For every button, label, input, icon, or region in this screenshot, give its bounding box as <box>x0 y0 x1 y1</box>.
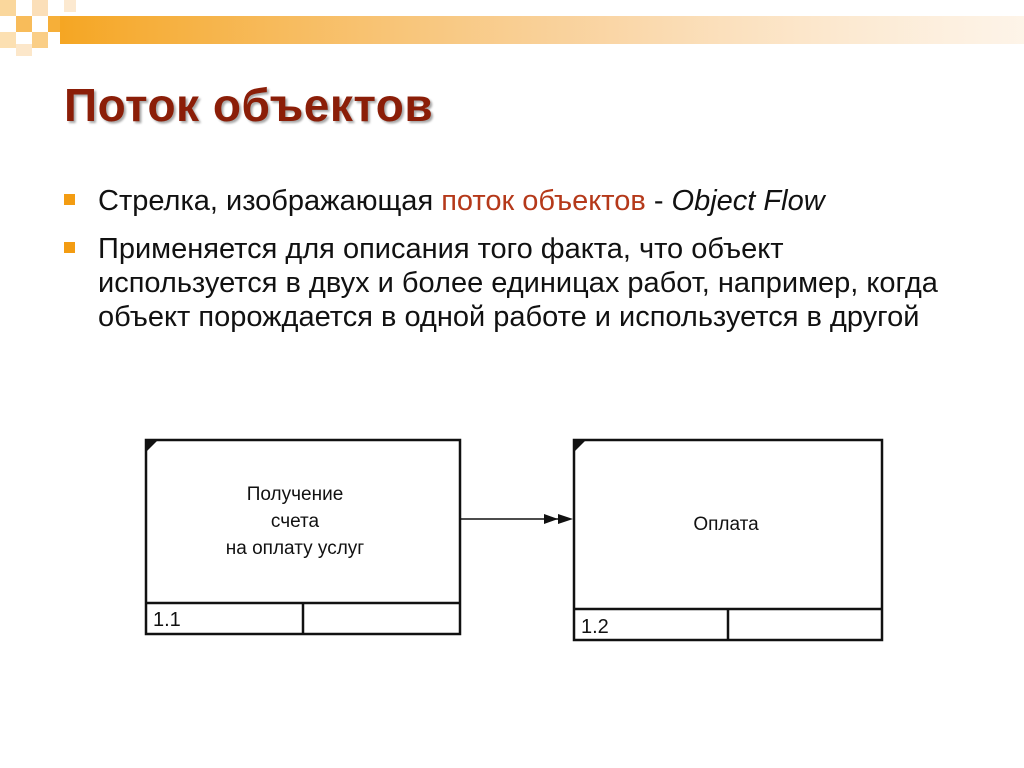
slide-title: Поток объектов <box>64 79 434 131</box>
object-flow-arrow <box>460 514 573 524</box>
object-flow-arrow-head-2 <box>558 514 573 524</box>
bullet-text-dash: - <box>645 185 672 217</box>
activity-box-1 <box>146 440 460 634</box>
activity-box-2 <box>574 440 882 640</box>
activity-box-1-label-line-2: счета <box>270 511 320 532</box>
bullet-text: Применяется для описания того факта, что объект используется в двух и более единицах работ, например, когда объект порождается в одной работе и используется в другой <box>98 233 938 333</box>
activity-box-2-label: Оплата <box>693 514 759 535</box>
bullet-highlight-term: поток объектов <box>441 185 646 217</box>
object-flow-arrow-head-1 <box>544 514 558 524</box>
bullet-italic-term: Object Flow <box>671 185 825 217</box>
activity-box-2-number: 1.2 <box>581 616 609 638</box>
bullet-text-start: Стрелка, изображающая <box>98 185 442 217</box>
activity-box-1-label-line-1: Получение <box>246 484 344 505</box>
activity-box-1-number: 1.1 <box>153 609 181 631</box>
activity-box-1-label-line-3: на оплату услуг <box>225 538 365 559</box>
